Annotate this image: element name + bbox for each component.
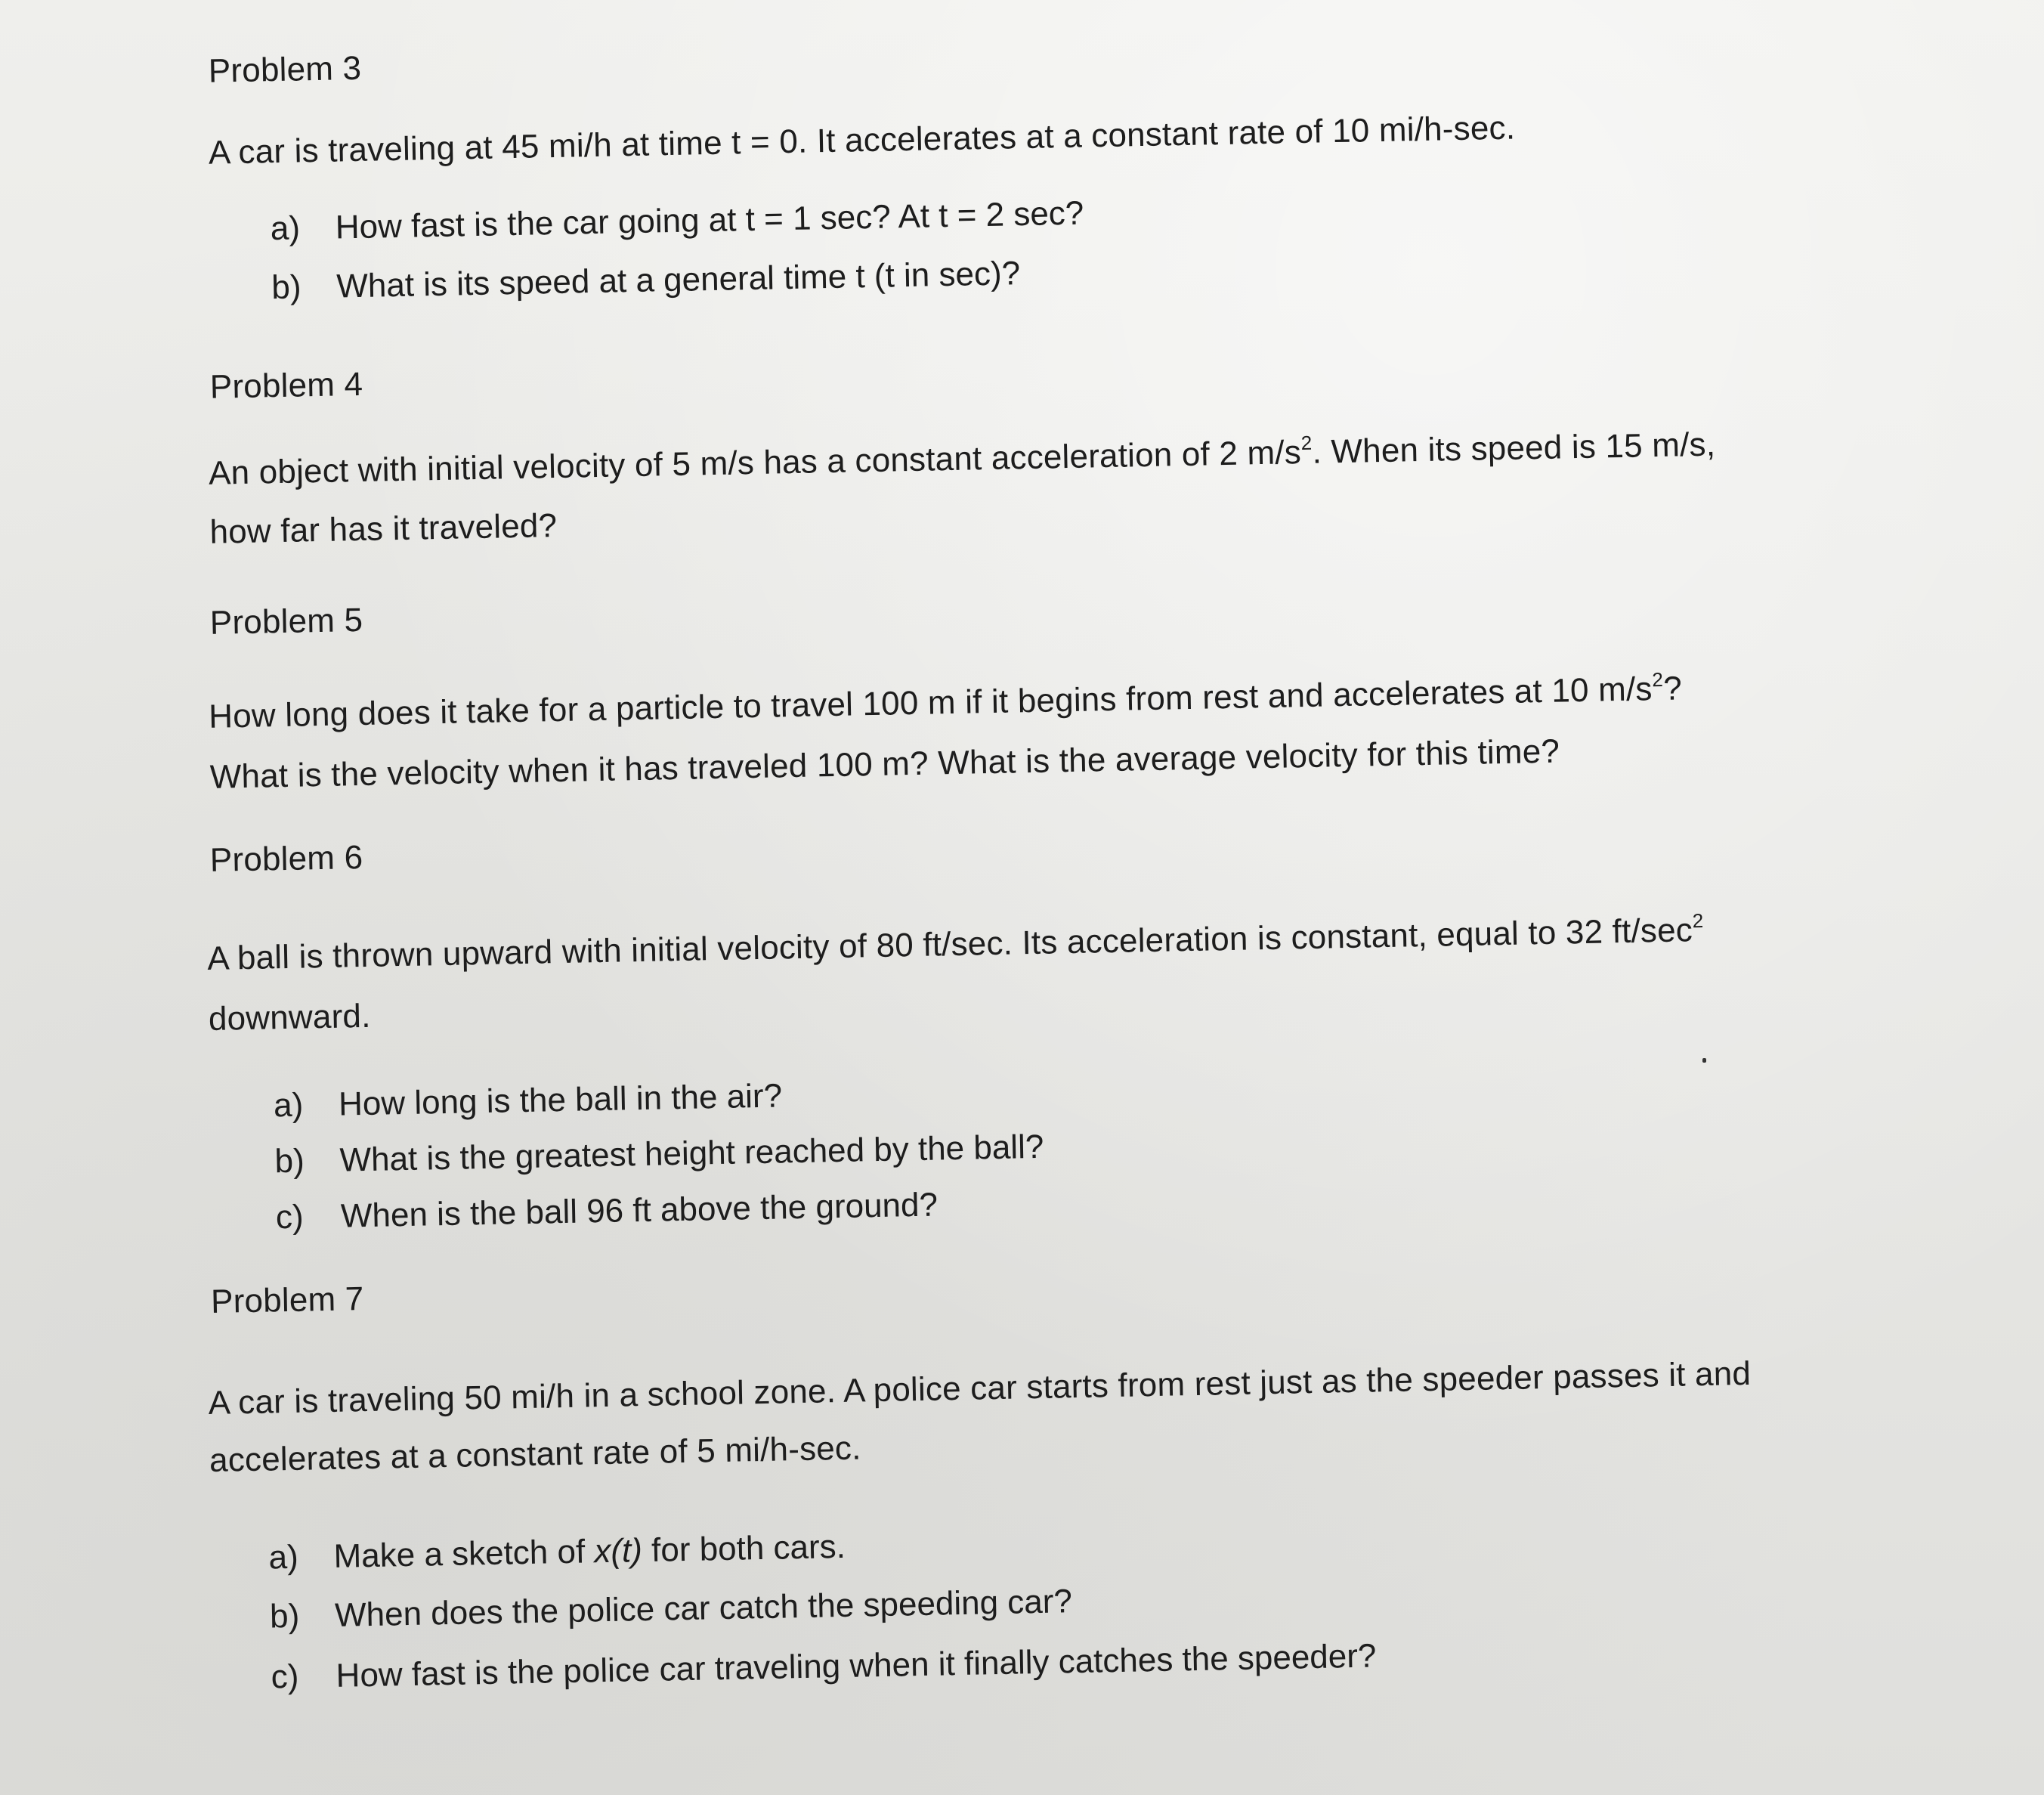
problem-5-statement-line-1 [208,667,1683,735]
problem-5-heading: Problem 5 [209,601,363,642]
part-label: b) [269,1597,300,1636]
part-text: What is the greatest height reached by the ball? [339,1128,1044,1179]
problem-3-part-b [271,257,1021,305]
part-text: What is its speed at a general time t (t in sec)? [336,255,1021,305]
superscript: 2 [1652,667,1664,692]
text-run: A ball is thrown upward with initial velocity of 80 ft/sec. Its acceleration is constant, equal to 32 ft/sec [206,911,1693,977]
problem-7-part-b [269,1583,1073,1636]
part-text-italic: x(t) [593,1532,643,1571]
problem-7-part-a [268,1527,846,1577]
problem-6-statement-line-1 [206,908,1704,977]
stray-pencil-mark [1702,1058,1706,1063]
problem-6-part-b [274,1128,1044,1181]
text-run: How long does it take for a particle to travel 100 m if it begins from rest and accelerates at 10 m/s [208,670,1653,735]
part-label: a) [268,1538,299,1577]
part-text: How fast is the police car traveling when it finally catches the speeder? [336,1637,1377,1694]
problem-3-statement: A car is traveling at 45 mi/h at time t = 0. It accelerates at a constant rate of 10 mi/h-sec. [208,109,1516,172]
text-run: . When its speed is 15 m/s, [1312,426,1716,471]
part-label: a) [270,209,301,248]
part-label: a) [273,1086,304,1125]
problem-7-statement-line-1: A car is traveling 50 mi/h in a school zone. A police car starts from rest just as the speeder passes it and [208,1354,1752,1422]
part-text: When is the ball 96 ft above the ground? [340,1186,939,1235]
superscript: 2 [1692,908,1704,933]
problem-6-statement-line-2: downward. [208,997,371,1038]
problem-4-statement-line-2: how far has it traveled? [209,506,558,551]
problem-5-statement-line-2: What is the velocity when it has traveled 100 m? What is the average velocity for this time? [209,732,1560,796]
part-label: b) [271,268,301,307]
problem-6-part-a [273,1077,783,1125]
part-text: How fast is the car going at t = 1 sec? At t = 2 sec? [335,194,1084,246]
problem-6-heading: Problem 6 [209,838,363,879]
problem-6-part-c [276,1188,939,1234]
problem-4-statement-line-1 [208,426,1716,492]
problem-7-part-c [271,1639,1377,1694]
part-label: b) [274,1142,305,1181]
part-label: c) [271,1657,299,1696]
problem-4-heading: Problem 4 [209,365,363,406]
part-text: Make a sketch of [333,1533,595,1575]
part-text: When does the police car catch the speeding car? [334,1583,1073,1634]
problem-3-heading: Problem 3 [208,49,362,90]
part-label: c) [275,1198,305,1236]
problem-3-part-a [270,194,1084,248]
text-run: ? [1662,670,1683,707]
superscript: 2 [1300,431,1313,455]
problem-7-statement-line-2: accelerates at a constant rate of 5 mi/h-sec. [209,1429,861,1480]
problem-7-heading: Problem 7 [210,1280,364,1320]
text-run: An object with initial velocity of 5 m/s has a constant acceleration of 2 m/s [208,434,1302,492]
part-text: for both cars. [642,1527,846,1570]
part-text: How long is the ball in the air? [338,1077,783,1123]
